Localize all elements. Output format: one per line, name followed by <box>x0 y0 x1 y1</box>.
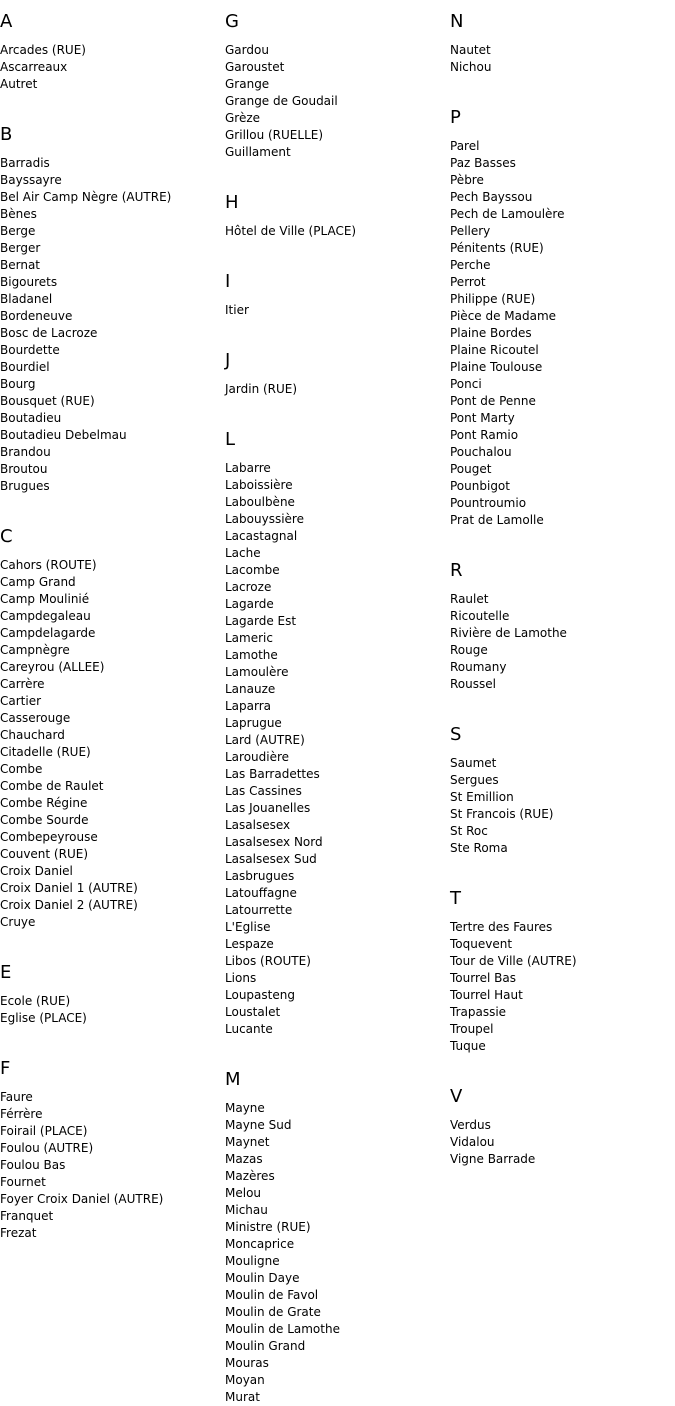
street-link[interactable]: Eglise (PLACE) <box>0 1011 87 1025</box>
street-link[interactable]: Combe Sourde <box>0 813 89 827</box>
street-link[interactable]: Berger <box>0 241 41 255</box>
street-link[interactable]: Lasbrugues <box>225 869 295 883</box>
street-link[interactable]: Rouge <box>450 643 488 657</box>
street-link[interactable]: Bosc de Lacroze <box>0 326 98 340</box>
street-link[interactable]: Barradis <box>0 156 50 170</box>
street-link[interactable]: Couvent (RUE) <box>0 847 89 861</box>
street-link[interactable]: Maynet <box>225 1135 270 1149</box>
street-link[interactable]: Moncaprice <box>225 1237 295 1251</box>
letter-section-j <box>225 339 450 418</box>
street-link[interactable]: Mayne <box>225 1101 265 1115</box>
street-link[interactable]: Bernat <box>0 258 41 272</box>
letter-section-n <box>450 0 675 96</box>
street-link[interactable]: Nichou <box>450 60 492 74</box>
street-link[interactable]: Lache <box>225 546 261 560</box>
street-link[interactable]: Laboissière <box>225 478 293 492</box>
letter-section-g <box>225 0 450 181</box>
street-link[interactable]: Garoustet <box>225 60 285 74</box>
street-link[interactable]: Carrère <box>0 677 45 691</box>
letter-heading: I <box>225 271 231 292</box>
street-link[interactable]: Lameric <box>225 631 273 645</box>
street-link[interactable]: Moulin de Grate <box>225 1305 321 1319</box>
street-link[interactable]: Plaine Ricoutel <box>450 343 539 357</box>
street-link[interactable]: Campdelagarde <box>0 626 96 640</box>
street-link[interactable]: Careyrou (ALLEE) <box>0 660 105 674</box>
street-link[interactable]: Brandou <box>0 445 51 459</box>
street-link[interactable]: Pouchalou <box>450 445 512 459</box>
street-link[interactable]: Ministre (RUE) <box>225 1220 311 1234</box>
street-link[interactable]: Broutou <box>0 462 48 476</box>
street-link[interactable]: Las Cassines <box>225 784 302 798</box>
street-link[interactable]: Bel Air Camp Nègre (AUTRE) <box>0 190 172 204</box>
street-link[interactable]: Vigne Barrade <box>450 1152 536 1166</box>
street-link[interactable]: Pech Bayssou <box>450 190 533 204</box>
street-index-column-2 <box>225 0 450 1406</box>
street-link[interactable]: Jardin (RUE) <box>225 382 298 396</box>
street-link[interactable]: Troupel <box>450 1022 494 1036</box>
street-link[interactable]: Tourrel Bas <box>450 971 516 985</box>
street-link[interactable]: Gardou <box>225 43 269 57</box>
section-spacer <box>0 1027 225 1047</box>
section-spacer <box>225 319 450 339</box>
street-link[interactable]: St Roc <box>450 824 488 838</box>
street-link[interactable]: Lasalsesex Sud <box>225 852 317 866</box>
street-link[interactable]: Mouras <box>225 1356 269 1370</box>
street-link[interactable]: Cruye <box>0 915 36 929</box>
street-link[interactable]: Lacastagnal <box>225 529 298 543</box>
street-link[interactable]: Foyer Croix Daniel (AUTRE) <box>0 1192 164 1206</box>
street-link[interactable]: Berge <box>0 224 36 238</box>
street-link[interactable]: Croix Daniel 1 (AUTRE) <box>0 881 138 895</box>
street-link[interactable]: Franquet <box>0 1209 54 1223</box>
street-link[interactable]: Chauchard <box>0 728 65 742</box>
letter-section-v <box>450 1075 675 1168</box>
street-index-column-1 <box>0 0 225 1242</box>
section-spacer <box>0 931 225 951</box>
street-link[interactable]: Lagarde <box>225 597 274 611</box>
letter-heading: N <box>450 11 464 32</box>
street-link[interactable]: Mouligne <box>225 1254 280 1268</box>
letter-heading: T <box>450 888 461 909</box>
street-link[interactable]: Laboulbène <box>225 495 295 509</box>
street-link[interactable]: Bourdiel <box>0 360 50 374</box>
street-link[interactable]: Loustalet <box>225 1005 281 1019</box>
street-link[interactable]: Pièce de Madame <box>450 309 557 323</box>
street-link[interactable]: Vidalou <box>450 1135 495 1149</box>
letter-section-c <box>0 515 225 951</box>
street-link[interactable]: Combe de Raulet <box>0 779 104 793</box>
street-link[interactable]: Autret <box>0 77 38 91</box>
street-link[interactable]: Camp Moulinié <box>0 592 90 606</box>
letter-section-s <box>450 713 675 877</box>
letter-heading: M <box>225 1069 241 1090</box>
letter-heading: V <box>450 1086 463 1107</box>
street-link[interactable]: Mayne Sud <box>225 1118 292 1132</box>
street-link[interactable]: Combepeyrouse <box>0 830 98 844</box>
street-link[interactable]: Tourrel Haut <box>450 988 523 1002</box>
letter-heading: P <box>450 107 461 128</box>
street-link[interactable]: Lucante <box>225 1022 273 1036</box>
street-link[interactable]: Nautet <box>450 43 491 57</box>
street-link[interactable]: Foirail (PLACE) <box>0 1124 88 1138</box>
street-link[interactable]: Lamothe <box>225 648 278 662</box>
letter-heading: L <box>225 429 236 450</box>
street-link[interactable]: Verdus <box>450 1118 491 1132</box>
street-link[interactable]: Bordeneuve <box>0 309 73 323</box>
section-spacer <box>225 398 450 418</box>
street-link[interactable]: Pounbigot <box>450 479 510 493</box>
street-link[interactable]: Ponci <box>450 377 482 391</box>
street-link[interactable]: Parel <box>450 139 480 153</box>
letter-section-p <box>450 96 675 549</box>
street-link[interactable]: Pouget <box>450 462 492 476</box>
section-spacer <box>0 93 225 113</box>
street-link[interactable]: Ste Roma <box>450 841 508 855</box>
street-link[interactable]: Bousquet (RUE) <box>0 394 95 408</box>
street-link[interactable]: Moulin de Favol <box>225 1288 319 1302</box>
street-link[interactable]: Cartier <box>0 694 42 708</box>
street-link[interactable]: Grillou (RUELLE) <box>225 128 324 142</box>
street-link[interactable]: Tour de Ville (AUTRE) <box>450 954 577 968</box>
street-link[interactable]: Campnègre <box>0 643 70 657</box>
section-spacer <box>450 1055 675 1075</box>
street-link[interactable]: Las Barradettes <box>225 767 320 781</box>
letter-heading: F <box>0 1058 11 1079</box>
street-link[interactable]: Bènes <box>0 207 37 221</box>
street-link[interactable]: Pont Ramio <box>450 428 519 442</box>
street-link[interactable]: Moulin de Lamothe <box>225 1322 340 1336</box>
street-link[interactable]: Boutadieu Debelmau <box>0 428 127 442</box>
street-link[interactable]: Pont de Penne <box>450 394 536 408</box>
street-link[interactable]: Brugues <box>0 479 50 493</box>
street-link[interactable]: Pellery <box>450 224 491 238</box>
letter-heading: B <box>0 124 13 145</box>
street-link[interactable]: Foulou Bas <box>0 1158 66 1172</box>
section-spacer <box>450 529 675 549</box>
street-link[interactable]: Campdegaleau <box>0 609 91 623</box>
letter-section-e <box>0 951 225 1047</box>
letter-heading: S <box>450 724 462 745</box>
street-link[interactable]: Itier <box>225 303 249 317</box>
letter-section-r <box>450 549 675 713</box>
letter-section-f <box>0 1047 225 1242</box>
street-link[interactable]: Perche <box>450 258 491 272</box>
street-link[interactable]: Toquevent <box>450 937 513 951</box>
section-spacer <box>225 240 450 260</box>
street-link[interactable]: Guillament <box>225 145 291 159</box>
street-link[interactable]: Camp Grand <box>0 575 76 589</box>
street-link[interactable]: Sergues <box>450 773 499 787</box>
street-link[interactable]: Rivière de Lamothe <box>450 626 567 640</box>
street-link[interactable]: Laprugue <box>225 716 282 730</box>
street-link[interactable]: Lanauze <box>225 682 276 696</box>
street-link[interactable]: Combe Régine <box>0 796 88 810</box>
letter-heading: H <box>225 192 239 213</box>
street-link[interactable]: Lamoulère <box>225 665 289 679</box>
section-spacer <box>225 161 450 181</box>
street-link[interactable]: Pountroumio <box>450 496 527 510</box>
street-link[interactable]: Tuque <box>450 1039 486 1053</box>
street-link[interactable]: Melou <box>225 1186 262 1200</box>
section-spacer <box>0 495 225 515</box>
street-link[interactable]: Ecole (RUE) <box>0 994 71 1008</box>
street-link[interactable]: Pèbre <box>450 173 484 187</box>
street-link[interactable]: Grange de Goudail <box>225 94 338 108</box>
street-link[interactable]: Raulet <box>450 592 489 606</box>
street-link[interactable]: Prat de Lamolle <box>450 513 544 527</box>
letter-section-l <box>225 418 450 1058</box>
letter-section-a <box>0 0 225 113</box>
street-link[interactable]: Hôtel de Ville (PLACE) <box>225 224 357 238</box>
street-link[interactable]: Latourrette <box>225 903 293 917</box>
street-link[interactable]: Plaine Toulouse <box>450 360 543 374</box>
street-link[interactable]: Pont Marty <box>450 411 515 425</box>
street-link[interactable]: Foulou (AUTRE) <box>0 1141 94 1155</box>
street-link[interactable]: Lasalsesex Nord <box>225 835 323 849</box>
street-link[interactable]: Lasalsesex <box>225 818 291 832</box>
street-link[interactable]: Paz Basses <box>450 156 516 170</box>
letter-heading: A <box>0 11 13 32</box>
letter-section-i <box>225 260 450 339</box>
street-link[interactable]: Férrère <box>0 1107 43 1121</box>
street-link[interactable]: Fournet <box>0 1175 46 1189</box>
street-link[interactable]: Tertre des Faures <box>450 920 553 934</box>
street-link[interactable]: Casserouge <box>0 711 71 725</box>
street-link[interactable]: Perrot <box>450 275 486 289</box>
section-spacer <box>450 76 675 96</box>
street-link[interactable]: Moulin Daye <box>225 1271 300 1285</box>
street-link[interactable]: Michau <box>225 1203 268 1217</box>
street-link[interactable]: Grange <box>225 77 270 91</box>
letter-section-t <box>450 877 675 1075</box>
street-link[interactable]: Roussel <box>450 677 496 691</box>
letter-section-b <box>0 113 225 515</box>
street-link[interactable]: Laparra <box>225 699 272 713</box>
street-link[interactable]: Bayssayre <box>0 173 62 187</box>
street-link[interactable]: Plaine Bordes <box>450 326 532 340</box>
letter-section-h <box>225 181 450 260</box>
street-link[interactable]: Grèze <box>225 111 261 125</box>
letter-heading: C <box>0 526 13 547</box>
street-link[interactable]: L'Eglise <box>225 920 271 934</box>
street-link[interactable]: Boutadieu <box>0 411 62 425</box>
street-link[interactable]: Las Jouanelles <box>225 801 311 815</box>
street-link[interactable]: St Francois (RUE) <box>450 807 554 821</box>
street-link[interactable]: Lions <box>225 971 257 985</box>
street-link[interactable]: Libos (ROUTE) <box>225 954 311 968</box>
street-link[interactable]: Pech de Lamoulère <box>450 207 565 221</box>
street-link[interactable]: Lacroze <box>225 580 272 594</box>
section-spacer <box>450 693 675 713</box>
street-link[interactable]: Croix Daniel <box>0 864 73 878</box>
street-link[interactable]: Laroudière <box>225 750 290 764</box>
street-link[interactable]: Loupasteng <box>225 988 295 1002</box>
street-link[interactable]: Cahors (ROUTE) <box>0 558 97 572</box>
street-link[interactable]: Combe <box>0 762 43 776</box>
street-link[interactable]: Labarre <box>225 461 271 475</box>
street-link[interactable]: Croix Daniel 2 (AUTRE) <box>0 898 138 912</box>
street-link[interactable]: Lespaze <box>225 937 274 951</box>
street-link[interactable]: Ricoutelle <box>450 609 510 623</box>
section-spacer <box>450 857 675 877</box>
letter-heading: E <box>0 962 12 983</box>
street-link[interactable]: Labouyssière <box>225 512 304 526</box>
street-link[interactable]: Roumany <box>450 660 507 674</box>
street-link[interactable]: Lacombe <box>225 563 280 577</box>
street-link[interactable]: Frezat <box>0 1226 37 1240</box>
street-link[interactable]: Mazas <box>225 1152 263 1166</box>
street-link[interactable]: Bigourets <box>0 275 58 289</box>
street-link[interactable]: Mazères <box>225 1169 275 1183</box>
street-link[interactable]: Philippe (RUE) <box>450 292 536 306</box>
letter-heading: R <box>450 560 463 581</box>
letter-heading: J <box>225 350 231 371</box>
street-link[interactable]: Ascarreaux <box>0 60 68 74</box>
street-link[interactable]: Latouffagne <box>225 886 297 900</box>
street-link[interactable]: Murat <box>225 1390 260 1404</box>
street-link[interactable]: St Emillion <box>450 790 514 804</box>
street-link[interactable]: Lagarde Est <box>225 614 297 628</box>
street-link[interactable]: Faure <box>0 1090 33 1104</box>
letter-section-m <box>225 1058 450 1406</box>
street-link[interactable]: Citadelle (RUE) <box>0 745 91 759</box>
letter-heading: G <box>225 11 239 32</box>
street-link[interactable]: Moulin Grand <box>225 1339 306 1353</box>
street-link[interactable]: Arcades (RUE) <box>0 43 86 57</box>
section-spacer <box>225 1038 450 1058</box>
street-link[interactable]: Saumet <box>450 756 497 770</box>
street-link[interactable]: Bladanel <box>0 292 53 306</box>
street-link[interactable]: Moyan <box>225 1373 265 1387</box>
street-link[interactable]: Bourdette <box>0 343 60 357</box>
street-link[interactable]: Lard (AUTRE) <box>225 733 305 747</box>
street-link[interactable]: Pénitents (RUE) <box>450 241 544 255</box>
street-index-column-3 <box>450 0 675 1168</box>
street-link[interactable]: Bourg <box>0 377 36 391</box>
street-link[interactable]: Trapassie <box>450 1005 507 1019</box>
